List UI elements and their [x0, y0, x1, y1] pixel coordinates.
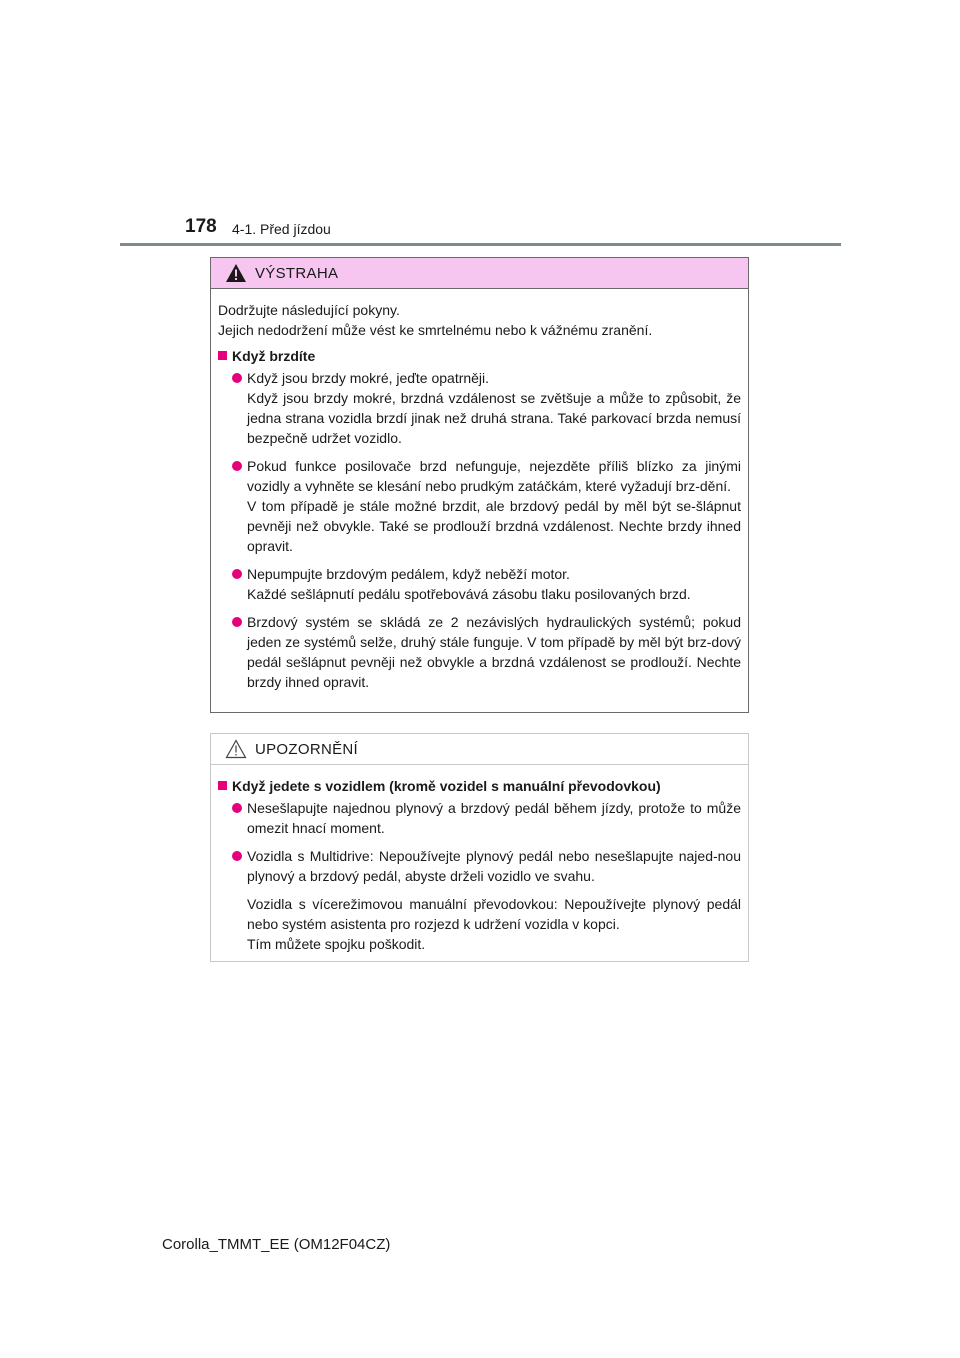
warning-intro-line-1: Dodržujte následující pokyny.: [218, 302, 400, 318]
caution-box: [210, 733, 749, 962]
caution-triangle-outline-icon: [225, 739, 247, 759]
square-bullet-icon: [218, 781, 227, 790]
warning-subhead: [218, 346, 741, 366]
footer-model: Corolla_TMMT_EE (OM12F04CZ): [162, 1236, 391, 1253]
warning-triangle-icon: [225, 263, 247, 283]
round-bullet-icon: [232, 851, 242, 861]
warning-item-text: Nepumpujte brzdovým pedálem, když neběží motor. Každé sešlápnutí pedálu spotřebovává zásobu tlaku posilovaných brzd.: [247, 566, 691, 602]
header-rule: [120, 243, 841, 246]
round-bullet-icon: [232, 803, 242, 813]
round-bullet-icon: [232, 569, 242, 579]
warning-subhead-text: Když brzdíte: [232, 348, 316, 364]
warning-box: [210, 257, 749, 713]
caution-continuation: Vozidla s vícerežimovou manuální převodovkou: Nepoužívejte plynový pedál nebo systém asistenta pro rozjezd k udržení vozidla v kopci.: [247, 896, 741, 932]
warning-label: VÝSTRAHA: [255, 264, 339, 282]
caution-subhead: [218, 776, 741, 796]
page-number: 178: [185, 216, 217, 237]
caution-subhead-text: Když jedete s vozidlem (kromě vozidel s manuální převodovkou): [232, 778, 661, 794]
warning-item: [218, 612, 741, 692]
warning-intro-line-2: Jejich nedodržení může vést ke smrtelnému nebo k vážnému zranění.: [218, 322, 653, 338]
round-bullet-icon: [232, 461, 242, 471]
warning-intro: [218, 300, 741, 340]
round-bullet-icon: [232, 617, 242, 627]
caution-header: [211, 734, 748, 765]
caution-item: [218, 798, 741, 838]
square-bullet-icon: [218, 351, 227, 360]
caution-item-text: Nesešlapujte najednou plynový a brzdový pedál během jízdy, protože to může omezit hnací moment.: [247, 800, 741, 836]
round-bullet-icon: [232, 373, 242, 383]
warning-header: [211, 258, 748, 289]
warning-item-text: Brzdový systém se skládá ze 2 nezávislých hydraulických systémů; pokud jeden ze systémů selže, druhý stále funguje. V tom případě by měl být brz-dový pedál sešlápnut pevněji než obvykle a brzdná vzdálenost se prodlouží. Nechte brzdy ihned opravit.: [247, 614, 741, 690]
caution-continuation: Tím můžete spojku poškodit.: [247, 936, 426, 952]
caution-item-text: Vozidla s Multidrive: Nepoužívejte plynový pedál nebo nesešlapujte najed-nou plynový a brzdový pedál, abyste drželi vozidlo ve svahu.: [247, 848, 741, 884]
warning-item: [218, 564, 741, 604]
warning-item-text: Když jsou brzdy mokré, jeďte opatrněji. Když jsou brzdy mokré, brzdná vzdálenost se zvětšuje a může to způsobit, že jedna strana vozidla brzdí jinak než druhá strana. Také parkovací brzda nemusí bezpečně udržet vozidlo.: [247, 370, 741, 446]
warning-item: [218, 456, 741, 556]
section-title: 4-1. Před jízdou: [232, 221, 331, 237]
warning-item-text: Pokud funkce posilovače brzd nefunguje, nejezděte příliš blízko za jinými vozidly a vyhněte se klesání nebo prudkým zatáčkám, které vyžadují brz-dění. V tom případě je stále možné brzdit, ale brzdový pedál by měl být se-šlápnut pevněji než obvykle. Také se prodlouží brzdná vzdálenost. Nechte brzdy ihned opravit.: [247, 458, 741, 554]
warning-item: [218, 368, 741, 448]
caution-item: [218, 846, 741, 886]
caution-label: UPOZORNĚNÍ: [255, 740, 359, 758]
